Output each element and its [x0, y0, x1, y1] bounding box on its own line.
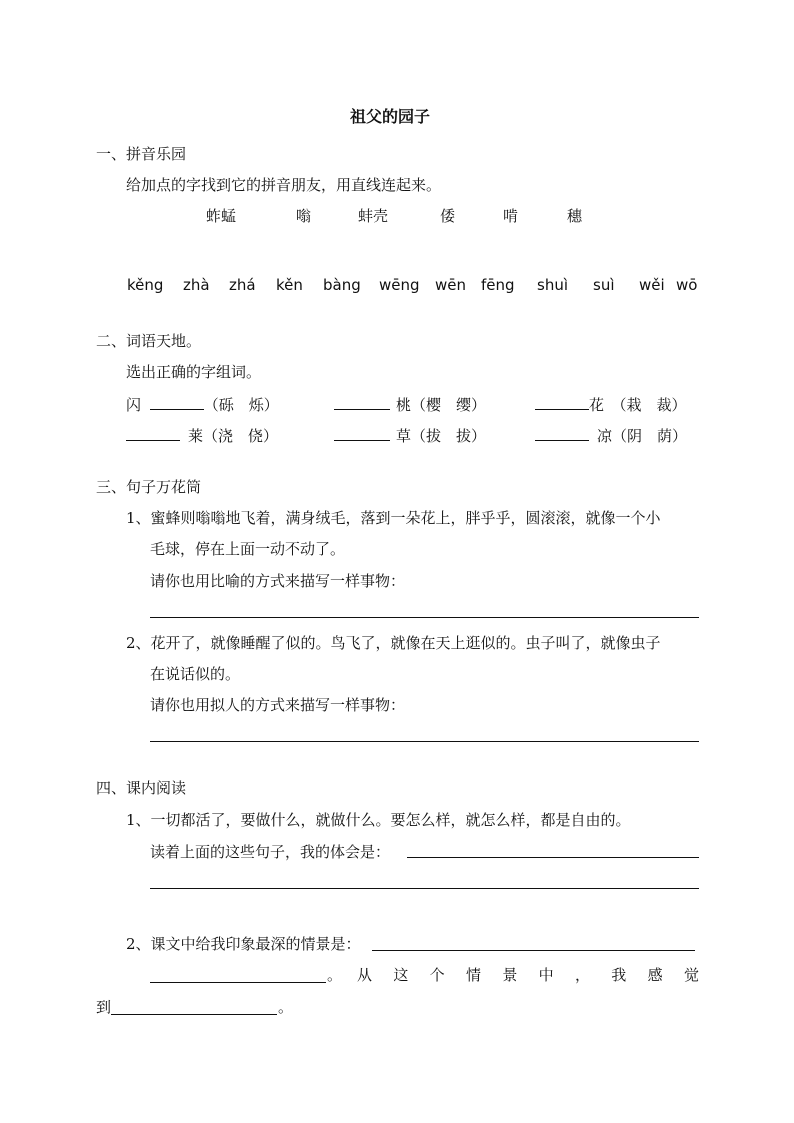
pinyin-item[interactable]: zhá [229, 276, 256, 294]
sentence-char: ， [574, 966, 590, 984]
answer-blank[interactable] [126, 425, 180, 441]
question-text: 2、课文中给我印象最深的情景是： [126, 935, 361, 953]
pinyin-item[interactable]: fēng [481, 276, 515, 294]
word-choice-row2-item3 [535, 425, 687, 446]
word-options: 凉（阴 荫） [597, 427, 688, 445]
sentence-char: 从 [357, 966, 373, 984]
section2-heading: 二、词语天地。 [96, 332, 202, 350]
word-item[interactable]: 蚱蜢 [206, 207, 237, 225]
word-choice-row1-item3 [535, 394, 687, 415]
answer-line[interactable] [150, 617, 699, 618]
sentence-period: 。 [278, 998, 294, 1016]
section3-heading: 三、句子万花筒 [96, 478, 202, 496]
pinyin-item[interactable]: shuì [537, 276, 568, 294]
word-item[interactable]: 穗 [567, 207, 583, 225]
word-options: 草（拔 拔） [396, 427, 487, 445]
word-options: （砾 烁） [203, 396, 279, 414]
pinyin-item[interactable]: wěi [639, 276, 665, 294]
answer-blank[interactable] [535, 425, 589, 441]
question-text: 毛球，停在上面一动不动了。 [150, 540, 346, 558]
section1-instruction: 给加点的字找到它的拼音朋友，用直线连起来。 [126, 176, 442, 194]
answer-blank[interactable] [150, 394, 204, 410]
pinyin-item[interactable]: wēn [435, 276, 467, 294]
word-options: 莱（浇 侥） [188, 427, 279, 445]
question-text: 1、一切都活了，要做什么，就做什么。要怎么样，就怎么样，都是自由的。 [126, 811, 631, 829]
pinyin-item[interactable]: suì [593, 276, 615, 294]
sentence-start: 到 [96, 998, 112, 1016]
page-title: 祖父的园子 [350, 107, 431, 126]
word-choice-row2-item1 [126, 425, 278, 446]
pinyin-item[interactable]: kěng [127, 276, 164, 294]
word-item[interactable]: 倭 [440, 207, 456, 225]
sentence-char: 这 [393, 966, 409, 984]
word-choice-row1-item2 [334, 394, 486, 415]
sentence-char: 觉 [683, 966, 699, 984]
question-text: 在说话似的。 [150, 665, 241, 683]
word-choice-row1-item1 [126, 394, 279, 415]
word-item[interactable]: 嗡 [296, 207, 312, 225]
sentence-char: 中 [538, 966, 554, 984]
answer-line[interactable] [407, 857, 699, 858]
word-options: 桃（樱 缨） [396, 396, 487, 414]
answer-line[interactable] [150, 888, 699, 889]
pinyin-item[interactable]: kěn [276, 276, 303, 294]
sentence-period: 。 [327, 966, 343, 984]
section4-heading: 四、课内阅读 [96, 779, 187, 797]
pinyin-item[interactable]: bàng [323, 276, 361, 294]
answer-blank[interactable] [334, 425, 390, 441]
pinyin-item[interactable]: zhà [183, 276, 210, 294]
question-prompt: 请你也用比喻的方式来描写一样事物： [150, 572, 406, 590]
sentence-char: 景 [502, 966, 518, 984]
answer-blank[interactable] [535, 394, 589, 410]
answer-blank[interactable] [334, 394, 390, 410]
question-text: 1、蜜蜂则嗡嗡地飞着，满身绒毛，落到一朵花上，胖乎乎，圆滚滚，就像一个小 [126, 509, 661, 527]
answer-line[interactable] [111, 1014, 277, 1015]
sentence-char: 个 [429, 966, 445, 984]
sentence-char: 感 [647, 966, 663, 984]
word-prefix: 闪 [126, 396, 142, 414]
section1-heading: 一、拼音乐园 [96, 145, 187, 163]
word-options: 花 （栽 裁） [589, 396, 687, 414]
word-item[interactable]: 蚌壳 [358, 207, 389, 225]
question-prompt: 请你也用拟人的方式来描写一样事物： [150, 696, 406, 714]
section2-instruction: 选出正确的字组词。 [126, 363, 262, 381]
answer-line[interactable] [150, 982, 326, 983]
pinyin-item[interactable]: wō [676, 276, 698, 294]
word-item[interactable]: 啃 [503, 207, 519, 225]
sentence-char: 我 [611, 966, 627, 984]
answer-line[interactable] [150, 741, 699, 742]
question-text: 2、花开了，就像睡醒了似的。鸟飞了，就像在天上逛似的。虫子叫了，就像虫子 [126, 634, 661, 652]
pinyin-item[interactable]: wēng [379, 276, 420, 294]
spread-sentence [357, 965, 699, 985]
answer-line[interactable] [372, 950, 695, 951]
question-prompt: 读着上面的这些句子，我的体会是： [150, 843, 391, 861]
word-choice-row2-item2 [334, 425, 486, 446]
sentence-char: 情 [465, 966, 481, 984]
